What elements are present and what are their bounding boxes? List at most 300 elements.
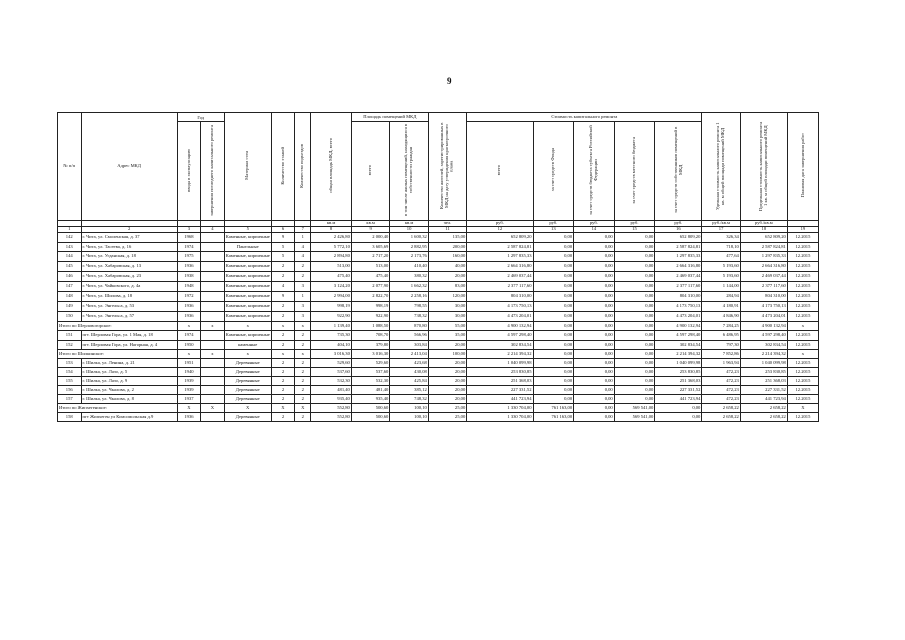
- table-cell: 0,00: [533, 322, 574, 331]
- table-cell: 2 658,22: [740, 404, 787, 413]
- table-cell: 0,00: [533, 377, 574, 386]
- table-cell: 0,00: [574, 262, 615, 272]
- table-cell: 379,80: [351, 341, 389, 350]
- table-cell: х: [787, 350, 818, 359]
- table-cell: 20,00: [428, 377, 466, 386]
- table-cell: [201, 386, 225, 395]
- table-cell: х: [295, 350, 311, 359]
- table-cell: 0,00: [614, 312, 655, 322]
- table-cell: г. Чита, ул. Чайковского, д. 4а: [81, 282, 177, 292]
- table-cell: 1 040 099,98: [655, 359, 702, 368]
- table-cell: 0,00: [614, 341, 655, 350]
- table-cell: 3 605,69: [351, 243, 389, 252]
- header-entrances: Количество подъездов: [295, 113, 311, 221]
- table-cell: 922,90: [351, 312, 389, 322]
- table-cell: 13: [533, 227, 574, 233]
- table-cell: 477,64: [702, 252, 740, 262]
- table-cell: 4 180,91: [702, 302, 740, 312]
- table-cell: 4: [295, 243, 311, 252]
- table-cell: 200,00: [428, 243, 466, 252]
- table-cell: 12.2015: [787, 292, 818, 302]
- page-number: 9: [447, 76, 452, 86]
- table-cell: 4 900 132,94: [467, 322, 533, 331]
- table-cell: 472,23: [702, 395, 740, 404]
- table-cell: Х: [271, 404, 295, 413]
- table-cell: г. Шилка, ул. Лазо, д. 5: [81, 368, 177, 377]
- table-cell: 3 016,30: [351, 350, 389, 359]
- table-cell: 537,60: [311, 368, 352, 377]
- table-cell: 5: [224, 227, 271, 233]
- table-cell: г. Чита, ул. Угданская, д. 18: [81, 252, 177, 262]
- table-cell: 143: [58, 243, 82, 252]
- table-cell: 1: [295, 292, 311, 302]
- table-row: [58, 312, 819, 322]
- table-cell: Каменные, кирпичные: [224, 331, 271, 341]
- table-cell: 227 331,52: [740, 386, 787, 395]
- table-cell: 998,19: [311, 302, 352, 312]
- table-cell: 2: [271, 331, 295, 341]
- table-cell: 7: [295, 227, 311, 233]
- table-cell: Деревянные: [224, 386, 271, 395]
- table-cell: 1 963,94: [702, 359, 740, 368]
- table-cell: Каменные, кирпичные: [224, 302, 271, 312]
- table-cell: Деревянные: [224, 368, 271, 377]
- table-cell: 4 597 298,40: [655, 331, 702, 341]
- table-cell: х: [201, 322, 225, 331]
- table-cell: 0,00: [533, 386, 574, 395]
- table-cell: 3: [295, 312, 311, 322]
- table-cell: 0,00: [614, 386, 655, 395]
- table-cell: Каменные, кирпичные: [224, 262, 271, 272]
- table-cell: 135,00: [428, 233, 466, 243]
- table-cell: 251 368,03: [740, 377, 787, 386]
- table-cell: 2 658,22: [740, 413, 787, 422]
- table-cell: 12.2015: [787, 368, 818, 377]
- table-cell: Х: [201, 404, 225, 413]
- table-cell: г. Чита, ул. Энгельса, д. 53: [81, 302, 177, 312]
- table-cell: 2 587 824,81: [740, 243, 787, 252]
- table-cell: 2 077,90: [351, 282, 389, 292]
- table-cell: 569 541,00: [614, 404, 655, 413]
- table-cell: 25,00: [428, 404, 466, 413]
- table-cell: 0,00: [533, 331, 574, 341]
- table-cell: руб.: [655, 221, 702, 227]
- table-cell: 1: [58, 227, 82, 233]
- table-cell: 500,60: [351, 404, 389, 413]
- table-cell: 2: [271, 359, 295, 368]
- table-cell: 922,90: [311, 312, 352, 322]
- table-cell: 160,00: [428, 252, 466, 262]
- table-cell: х: [224, 350, 271, 359]
- table-cell: 761 163,00: [533, 404, 574, 413]
- table-cell: 1936: [177, 312, 201, 322]
- table-cell: 302 834,54: [467, 341, 533, 350]
- table-cell: [201, 331, 225, 341]
- table-cell: 5: [271, 252, 295, 262]
- table-cell: 9: [351, 227, 389, 233]
- table-cell: 1940: [177, 368, 201, 377]
- table-cell: 2 469 037,44: [467, 272, 533, 282]
- table-cell: 2 377 117,60: [740, 282, 787, 292]
- table-cell: [201, 395, 225, 404]
- table-cell: 1948: [177, 282, 201, 292]
- table-cell: 2: [295, 272, 311, 282]
- table-cell: 552,80: [311, 404, 352, 413]
- table-cell: чел.: [428, 221, 466, 227]
- table-cell: Деревянные: [224, 359, 271, 368]
- table-cell: руб./кв.м: [702, 221, 740, 227]
- table-cell: 11: [428, 227, 466, 233]
- table-cell: х: [177, 350, 201, 359]
- table-cell: 2 658,22: [702, 404, 740, 413]
- table-cell: 12.2015: [787, 341, 818, 350]
- table-cell: 0,00: [614, 331, 655, 341]
- table-cell: 404,10: [311, 341, 352, 350]
- table-cell: 0,00: [574, 350, 615, 359]
- table-cell: 157: [58, 395, 82, 404]
- table-cell: 20,00: [428, 368, 466, 377]
- table-cell: 5: [271, 243, 295, 252]
- table-cell: 0,00: [614, 359, 655, 368]
- table-cell: 20,00: [428, 272, 466, 282]
- table-cell: 0,00: [574, 377, 615, 386]
- table-cell: 19: [787, 227, 818, 233]
- table-row: [58, 292, 819, 302]
- header-address: Адрес МКД: [81, 113, 177, 221]
- table-cell: 410,40: [390, 262, 428, 272]
- table-cell: 935,40: [311, 395, 352, 404]
- table-cell: 20,00: [428, 341, 466, 350]
- table-cell: руб.: [574, 221, 615, 227]
- header-total-area: общая площадь МКД, всего: [311, 113, 352, 221]
- table-cell: 2 882,95: [390, 243, 428, 252]
- table-cell: 1 330 704,00: [467, 413, 533, 422]
- header-wall-material: Материал стен: [224, 113, 271, 221]
- table-cell: 804 310,00: [655, 292, 702, 302]
- table-cell: 0,00: [574, 302, 615, 312]
- table-cell: 935,40: [351, 395, 389, 404]
- table-row: [58, 359, 819, 368]
- table-cell: 1939: [177, 386, 201, 395]
- table-cell: 153: [58, 359, 82, 368]
- table-cell: [201, 272, 225, 282]
- table-cell: 1 040 099,98: [467, 359, 533, 368]
- table-cell: 55,00: [428, 322, 466, 331]
- table-cell: [201, 243, 225, 252]
- table-cell: 2: [295, 359, 311, 368]
- table-cell: 12.2015: [787, 413, 818, 422]
- table-cell: 2: [295, 395, 311, 404]
- table-cell: 2: [271, 368, 295, 377]
- table-cell: Панельные: [224, 243, 271, 252]
- table-cell: 4: [295, 252, 311, 262]
- table-cell: [201, 377, 225, 386]
- table-cell: 145: [58, 262, 82, 272]
- table-cell: 652 809,20: [467, 233, 533, 243]
- table-cell: 0,00: [533, 350, 574, 359]
- header-residents: Количество жителей, зарегистрированных в МКД на дату утверждения краткосрочного плана: [428, 113, 466, 221]
- table-cell: 12.2015: [787, 233, 818, 243]
- table-cell: 227 331,52: [467, 386, 533, 395]
- table-cell: 284,94: [702, 292, 740, 302]
- table-row: [58, 341, 819, 350]
- table-cell: г. Чита, ул. Энгельса, д. 57: [81, 312, 177, 322]
- header-premises-group: Площадь помещений МКД: [351, 113, 428, 122]
- table-cell: 227 331,52: [655, 386, 702, 395]
- table-cell: 0,00: [574, 331, 615, 341]
- table-cell: 149: [58, 302, 82, 312]
- table-cell: 0,00: [574, 386, 615, 395]
- subtotal-row: [58, 350, 819, 359]
- table-cell: 537,60: [351, 368, 389, 377]
- table-cell: 0,00: [533, 243, 574, 252]
- table-cell: 0,00: [655, 413, 702, 422]
- table-cell: 12.2015: [787, 282, 818, 292]
- table-cell: 2: [271, 386, 295, 395]
- table-cell: 481,40: [351, 386, 389, 395]
- table-cell: 0,00: [574, 359, 615, 368]
- table-cell: 0,00: [533, 359, 574, 368]
- table-cell: 2 426,80: [311, 233, 352, 243]
- table-cell: г. Шилка, ул. Чкалова, д. 8: [81, 395, 177, 404]
- table-cell: 425,84: [390, 377, 428, 386]
- table-cell: 2 377 117,60: [467, 282, 533, 292]
- table-cell: 1951: [177, 359, 201, 368]
- header-year-last-repair: завершения последнего капитального ремонта: [201, 122, 225, 221]
- table-cell: 2 000,40: [351, 233, 389, 243]
- subtotal-label: Итого по Шерловогорское:: [58, 322, 178, 331]
- table-cell: 35,00: [428, 331, 466, 341]
- table-cell: 2 377 117,60: [655, 282, 702, 292]
- table-cell: 2 994,00: [311, 292, 352, 302]
- table-cell: 1936: [177, 302, 201, 312]
- table-row: [58, 272, 819, 282]
- table-cell: Х: [177, 404, 201, 413]
- table-cell: 998,19: [351, 302, 389, 312]
- table-cell: 0,00: [655, 404, 702, 413]
- table-cell: 253 830,85: [467, 368, 533, 377]
- table-cell: 12.2015: [787, 272, 818, 282]
- table-cell: 4 900 132,94: [740, 322, 787, 331]
- table-cell: х: [787, 322, 818, 331]
- table-cell: 385,12: [390, 386, 428, 395]
- table-cell: 1 297 835,33: [467, 252, 533, 262]
- table-cell: 0,00: [574, 252, 615, 262]
- table-cell: 0,00: [574, 404, 615, 413]
- table-cell: 155: [58, 377, 82, 386]
- table-cell: 0,00: [574, 312, 615, 322]
- table-cell: 1: [295, 233, 311, 243]
- table-cell: 4 597 298,40: [740, 331, 787, 341]
- subtotal-label: Итого по Шилкинское:: [58, 350, 178, 359]
- table-cell: Каменные, кирпичные: [224, 282, 271, 292]
- header-cost-group: Стоимость капитального ремонта: [467, 113, 702, 122]
- table-cell: х: [295, 322, 311, 331]
- capital-repair-table: [57, 112, 819, 422]
- table-cell: 0,00: [533, 341, 574, 350]
- table-cell: 569 541,00: [614, 413, 655, 422]
- table-cell: пгт Жипхеген ул Комсомольская д.9: [81, 413, 177, 422]
- table-cell: 158: [58, 413, 82, 422]
- table-cell: 18: [740, 227, 787, 233]
- table-cell: 20,00: [428, 395, 466, 404]
- table-cell: [201, 302, 225, 312]
- table-cell: 0,00: [533, 252, 574, 262]
- table-cell: г. Чита, ул. Смоленская, д. 37: [81, 233, 177, 243]
- table-cell: 2 664 316,80: [467, 262, 533, 272]
- table-cell: Деревянные: [224, 395, 271, 404]
- table-cell: 12.2015: [787, 252, 818, 262]
- table-cell: 2 822,70: [351, 292, 389, 302]
- table-cell: 2: [295, 386, 311, 395]
- table-cell: 0,00: [574, 272, 615, 282]
- table-cell: 0,00: [614, 302, 655, 312]
- table-cell: Х: [224, 404, 271, 413]
- table-cell: 302 834,54: [740, 341, 787, 350]
- table-cell: 0,00: [614, 243, 655, 252]
- table-cell: Деревянные: [224, 377, 271, 386]
- header-year-built: ввода в эксплуатацию: [177, 122, 201, 221]
- table-cell: 2 214 394,32: [655, 350, 702, 359]
- table-cell: 1939: [177, 377, 201, 386]
- table-cell: 4 473 204,01: [740, 312, 787, 322]
- table-cell: 4 597 298,40: [467, 331, 533, 341]
- table-cell: 7 852,86: [702, 350, 740, 359]
- table-cell: 253 830,85: [740, 368, 787, 377]
- table-cell: 2 664 316,80: [655, 262, 702, 272]
- table-cell: 500,60: [351, 413, 389, 422]
- table-cell: 552,80: [311, 413, 352, 422]
- table-cell: 2: [271, 377, 295, 386]
- table-row: [58, 368, 819, 377]
- table-cell: 3: [295, 302, 311, 312]
- table-row: [58, 302, 819, 312]
- table-cell: [201, 312, 225, 322]
- table-cell: 10: [390, 227, 428, 233]
- table-cell: кв.м: [390, 221, 428, 227]
- table-cell: 156: [58, 386, 82, 395]
- table-cell: 430,08: [390, 368, 428, 377]
- table-cell: 4: [201, 227, 225, 233]
- table-cell: 0,00: [533, 262, 574, 272]
- table-cell: 1 040 099,98: [740, 359, 787, 368]
- table-cell: 735,30: [311, 331, 352, 341]
- table-cell: 718,10: [702, 243, 740, 252]
- table-cell: 16: [655, 227, 702, 233]
- table-cell: 144: [58, 252, 82, 262]
- table-cell: 2 258,16: [390, 292, 428, 302]
- table-row: [58, 377, 819, 386]
- table-cell: [201, 292, 225, 302]
- table-cell: 2: [271, 302, 295, 312]
- table-cell: 12: [467, 227, 533, 233]
- table-cell: 748,32: [390, 395, 428, 404]
- table-cell: 2: [271, 312, 295, 322]
- table-cell: 1950: [177, 341, 201, 350]
- table-cell: [201, 368, 225, 377]
- table-row: [58, 395, 819, 404]
- table-cell: 0,00: [614, 262, 655, 272]
- table-cell: 1 144,00: [702, 282, 740, 292]
- table-cell: 0,00: [533, 272, 574, 282]
- table-cell: 380,32: [390, 272, 428, 282]
- table-cell: 20,00: [428, 386, 466, 395]
- table-cell: 2: [271, 413, 295, 422]
- table-cell: 154: [58, 368, 82, 377]
- table-cell: Каменные, кирпичные: [224, 272, 271, 282]
- table-cell: кв.м: [311, 221, 352, 227]
- table-cell: 472,23: [702, 368, 740, 377]
- table-cell: руб.: [614, 221, 655, 227]
- table-cell: [201, 252, 225, 262]
- table-cell: 2: [271, 262, 295, 272]
- table-cell: х: [271, 322, 295, 331]
- table-cell: 15: [614, 227, 655, 233]
- table-cell: 146: [58, 272, 82, 282]
- table-cell: 12.2015: [787, 359, 818, 368]
- table-cell: 566,96: [390, 331, 428, 341]
- table-row: [58, 413, 819, 422]
- table-row: [58, 252, 819, 262]
- table-cell: 12.2015: [787, 262, 818, 272]
- table-cell: 3: [177, 227, 201, 233]
- table-cell: руб.: [533, 221, 574, 227]
- table-cell: 0,00: [574, 243, 615, 252]
- table-cell: 6 486,95: [702, 331, 740, 341]
- table-cell: 532,30: [351, 377, 389, 386]
- table-cell: 151: [58, 331, 82, 341]
- table-cell: 30,00: [428, 312, 466, 322]
- table-cell: 0,00: [533, 282, 574, 292]
- table-cell: 798,55: [390, 302, 428, 312]
- table-cell: 8: [311, 227, 352, 233]
- table-cell: 2 214 394,32: [467, 350, 533, 359]
- table-cell: х: [201, 350, 225, 359]
- table-cell: 0,00: [614, 282, 655, 292]
- header-deadline: Плановая дата завершения работ: [787, 113, 818, 221]
- table-cell: 5 193,60: [702, 262, 740, 272]
- table-cell: 0,00: [614, 252, 655, 262]
- table-cell: 1938: [177, 272, 201, 282]
- table-cell: 0,00: [614, 272, 655, 282]
- table-cell: 17: [702, 227, 740, 233]
- table-cell: [201, 359, 225, 368]
- table-cell: Деревянные: [224, 413, 271, 422]
- table-row: [58, 262, 819, 272]
- table-cell: 2 587 824,81: [467, 243, 533, 252]
- header-floors: Количество этажей: [271, 113, 295, 221]
- table-cell: 0,00: [614, 233, 655, 243]
- table-cell: 9: [271, 292, 295, 302]
- table-cell: 1 330 704,00: [467, 404, 533, 413]
- table-cell: 475,40: [311, 272, 352, 282]
- table-cell: 804 310,00: [467, 292, 533, 302]
- table-cell: Х: [787, 404, 818, 413]
- table-cell: 2 587 824,81: [655, 243, 702, 252]
- table-row: [58, 233, 819, 243]
- table-cell: 804 310,00: [740, 292, 787, 302]
- table-cell: 708,70: [351, 331, 389, 341]
- table-cell: 1 297 835,33: [655, 252, 702, 262]
- table-cell: 150: [58, 312, 82, 322]
- table-cell: Каменные, кирпичные: [224, 252, 271, 262]
- subtotal-row: [58, 322, 819, 331]
- table-cell: 2 894,80: [311, 252, 352, 262]
- table-cell: г. Шилка, ул. Чкалова, д. 2: [81, 386, 177, 395]
- header-premises-total: всего: [351, 122, 389, 221]
- table-cell: 302 834,54: [655, 341, 702, 350]
- table-cell: 2: [295, 341, 311, 350]
